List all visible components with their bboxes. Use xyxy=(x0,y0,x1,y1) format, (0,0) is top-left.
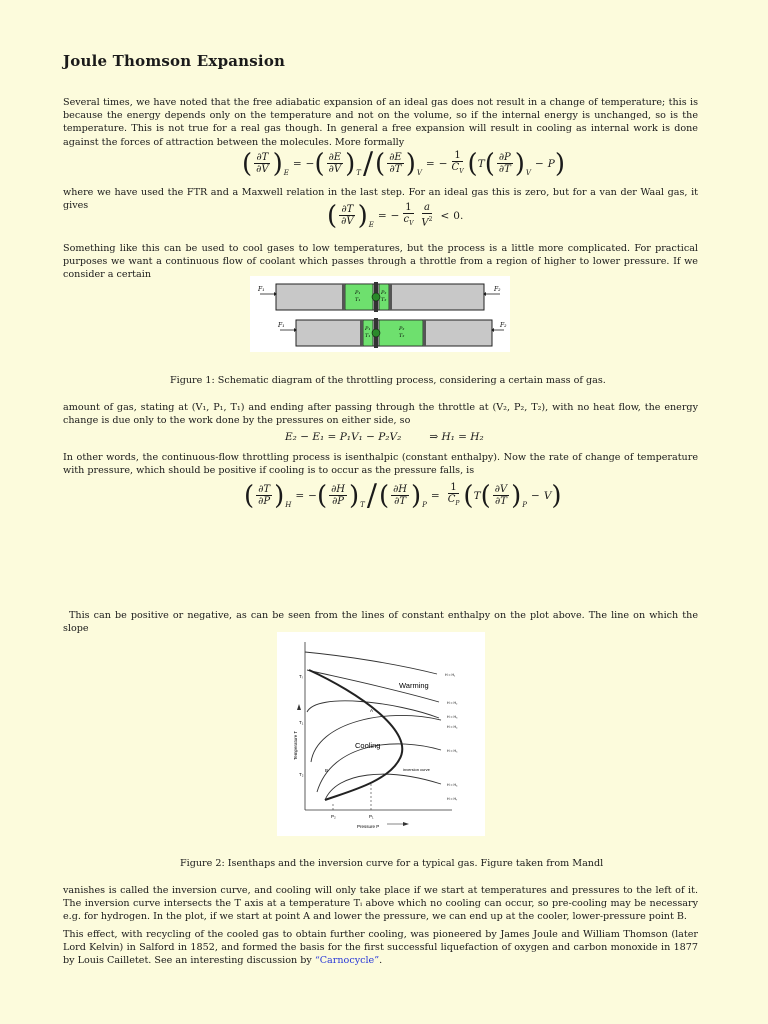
page-title: Joule Thomson Expansion xyxy=(63,52,286,70)
figure2-caption: Figure 2: Isenthaps and the inversion curve for a typical gas. Figure taken from Mandl xyxy=(180,858,604,869)
inversion-curve-label: inversion curve xyxy=(403,767,430,772)
equation-van-der-waal: ( $\frac{\partial T}{\partial V}$ ) E = − $\frac{1}{c_V}$ $\frac{a}{V^2}$ < 0. xyxy=(327,200,464,231)
state-paragraph: amount of gas, stating at (V₁, P₁, T₁) and ending after passing through the throttle at (V₂, P₂, T₂), with no heat flow, the energy change is due only to the work done by the pressures on either side, so xyxy=(63,402,698,427)
label-f2-bottom: F₂ xyxy=(500,322,507,329)
y-axis-label: Temperature T xyxy=(293,730,298,760)
label-h4: H = H₄ xyxy=(447,725,458,729)
figure1-caption: Figure 1: Schematic diagram of the throttling process, considering a certain mass of gas. xyxy=(170,375,606,386)
label-h3: H = H₃ xyxy=(447,715,458,719)
label-t2-bottom: T₂ xyxy=(399,333,405,339)
label-f2-top: F₂ xyxy=(494,286,501,293)
intro-paragraph: Several times, we have noted that the free adiabatic expansion of an ideal gas does not result in a change of temperature; this is because the energy depends only on the temperature and not on the volume, so if the internal energy is unchanged, so is the temperature. This is not true for a real gas though. In general a free expansion will result in cooling as internal work is done against the forces of attraction between the molecules. More formally xyxy=(63,97,698,148)
throttling-diagram xyxy=(250,276,510,352)
p1-label: P₁ xyxy=(369,814,374,819)
label-h6: H = H₆ xyxy=(447,783,458,787)
ftr-paragraph: where we have used the FTR and a Maxwell relation in the last step. For an ideal gas this is zero, but for a van der Waal gas, it gives xyxy=(63,187,698,212)
ti-label: Tᵢ xyxy=(299,674,303,679)
point-b-label: B xyxy=(325,768,329,773)
top-piston-left xyxy=(342,284,345,310)
warming-label: Warming xyxy=(399,681,429,690)
equation-free-expansion: ( $\frac{\partial T}{\partial V}$ ) E = − ( $\frac{\partial E}{\partial V}$ ) T / ( $\frac{\partial E}{\partial T}$ ) V = − $\frac{1}{C_V}$ ( T ( $\frac{\partial P}{\partial T}$ ) V − P ) xyxy=(242,145,566,181)
label-h1: H = H₁ xyxy=(445,673,456,677)
p2-label: P₂ xyxy=(331,814,336,819)
history-text: This effect, with recycling of the cooled gas to obtain further cooling, was pioneered by James Joule and William Thomson (later Lord Kelvin) in Salford in 1852, and formed the basis for the first successful liquefaction of oxygen and carbon monoxide in 1877 by Louis Cailletet. See an interesting discussion by xyxy=(63,929,698,967)
enthalpy-equation-text: ⇒ H₁ = H₂ xyxy=(429,431,484,443)
isenthalpic-paragraph: In other words, the continuous-flow throttling process is isenthalpic (constant enthalpy). Now the rate of change of temperature with pressure, which should be positive if cooling is to occur as the pressure falls, is xyxy=(63,452,698,477)
label-f1-top: F₁ xyxy=(258,286,265,293)
label-p1-bottom: P₁ xyxy=(365,326,371,332)
inversion-paragraph: vanishes is called the inversion curve, and cooling will only take place if we start at temperatures and pressures to the left of it. The inversion curve intersects the T axis at a temperature Tᵢ above which no cooling can occur, so pre-cooling may be necessary e.g. for hydrogen. In the plot, if we start at point A and lower the pressure, we can end up at the cooler, lower-pressure point B. xyxy=(63,885,698,923)
bottom-piston-left xyxy=(360,320,363,346)
bottom-plug xyxy=(372,329,380,337)
label-p2-top: P₂ xyxy=(381,290,387,296)
label-h2: H = H₂ xyxy=(447,701,458,705)
carnocycle-link[interactable]: “Carnocycle” xyxy=(314,955,380,967)
equation-joule-thomson: ( $\frac{\partial T}{\partial P}$ ) H = − ( $\frac{\partial H}{\partial P}$ ) T / ( $\frac{\partial H}{\partial T}$ ) P = $\frac{1}{C_P}$ ( T ( $\frac{\partial V}{\partial T}$ ) P − V ) xyxy=(244,477,562,513)
t1-label: T₁ xyxy=(299,720,304,725)
label-t2-top: T₂ xyxy=(381,297,387,303)
x-axis-label: Pressure P xyxy=(357,824,380,829)
equation-energy xyxy=(285,431,484,443)
label-p2-bottom: P₂ xyxy=(399,326,405,332)
point-a-label: A xyxy=(370,708,374,713)
energy-equation-text: E₂ − E₁ = P₁V₁ − P₂V₂ xyxy=(285,431,402,443)
cooling-label: Cooling xyxy=(355,741,381,750)
slope-paragraph: This can be positive or negative, as can be seen from the lines of constant enthalpy on the plot above. The line on which the slope xyxy=(63,610,698,635)
cooling-paragraph: Something like this can be used to cool gases to low temperatures, but the process is a little more complicated. For practical purposes we want a continuous flow of coolant which passes through a throttle from a region of higher to lower pressure. If we consider a certain xyxy=(63,243,698,281)
top-plug xyxy=(372,293,380,301)
label-p1-top: P₁ xyxy=(355,290,361,296)
top-piston-right xyxy=(389,284,392,310)
label-h5: H = H₅ xyxy=(447,749,458,753)
label-t1-top: T₁ xyxy=(355,297,361,303)
history-paragraph xyxy=(63,928,698,968)
label-h7: H = H₇ xyxy=(447,797,458,801)
label-f1-bottom: F₁ xyxy=(278,322,285,329)
history-text-end: . xyxy=(379,955,383,967)
label-t1-bottom: T₁ xyxy=(365,333,371,339)
t2-label: T₂ xyxy=(299,772,304,777)
bottom-piston-right xyxy=(423,320,426,346)
inversion-curve-plot xyxy=(277,632,485,836)
